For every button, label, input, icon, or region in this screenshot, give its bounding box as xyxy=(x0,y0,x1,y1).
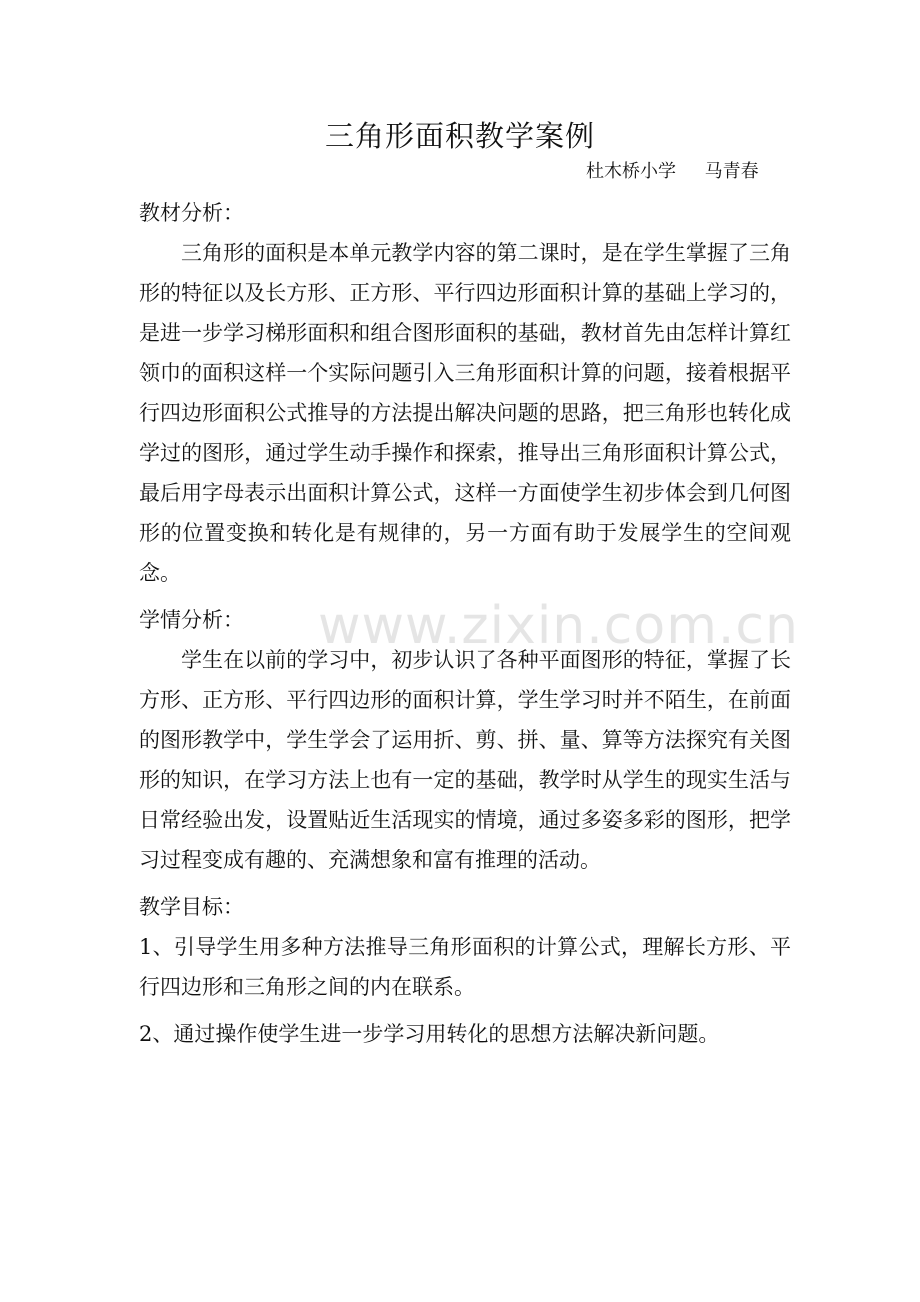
document-body xyxy=(139,193,791,1061)
section-heading-student-analysis: 学情分析： xyxy=(139,608,244,632)
goal-item-1: 1、引导学生用多种方法推导三角形面积的计算公式，理解长方形、平行四边形和三角形之间的内在联系。 xyxy=(139,935,791,999)
watermark-text: www.zixin.com.cn xyxy=(318,596,799,656)
paragraph-student-analysis: 学生在以前的学习中，初步认识了各种平面图形的特征，掌握了长方形、正方形、平行四边形的面积计算，学生学习时并不陌生，在前面的图形教学中，学生学会了运用折、剪、拼、量、算等方法探究有关图形的知识，在学习方法上也有一定的基础，教学时从学生的现实生活与日常经验出发，设置贴近生活现实的情境，通过多姿多彩的图形，把学习过程变成有趣的、充满想象和富有推理的活动。 xyxy=(139,648,791,872)
section-heading-teaching-goals: 教学目标： xyxy=(139,895,244,919)
goal-item-2: 2、通过操作使学生进一步学习用转化的思想方法解决新问题。 xyxy=(139,1022,720,1046)
paragraph-textbook-analysis: 三角形的面积是本单元教学内容的第二课时，是在学生掌握了三角形的特征以及长方形、正方形、平行四边形面积计算的基础上学习的，是进一步学习梯形面积和组合图形面积的基础，教材首先由怎样计算红领巾的面积这样一个实际问题引入三角形面积计算的问题，接着根据平行四边形面积公式推导的方法提出解决问题的思路，把三角形也转化成学过的图形，通过学生动手操作和探索，推导出三角形面积计算公式，最后用字母表示出面积计算公式，这样一方面使学生初步体会到几何图形的位置变换和转化是有规律的，另一方面有助于发展学生的空间观念。 xyxy=(139,241,791,585)
section-heading-textbook-analysis: 教材分析： xyxy=(139,201,244,225)
document-title: 三角形面积教学案例 xyxy=(324,119,595,153)
author-line: 杜木桥小学 马青春 xyxy=(586,161,759,182)
